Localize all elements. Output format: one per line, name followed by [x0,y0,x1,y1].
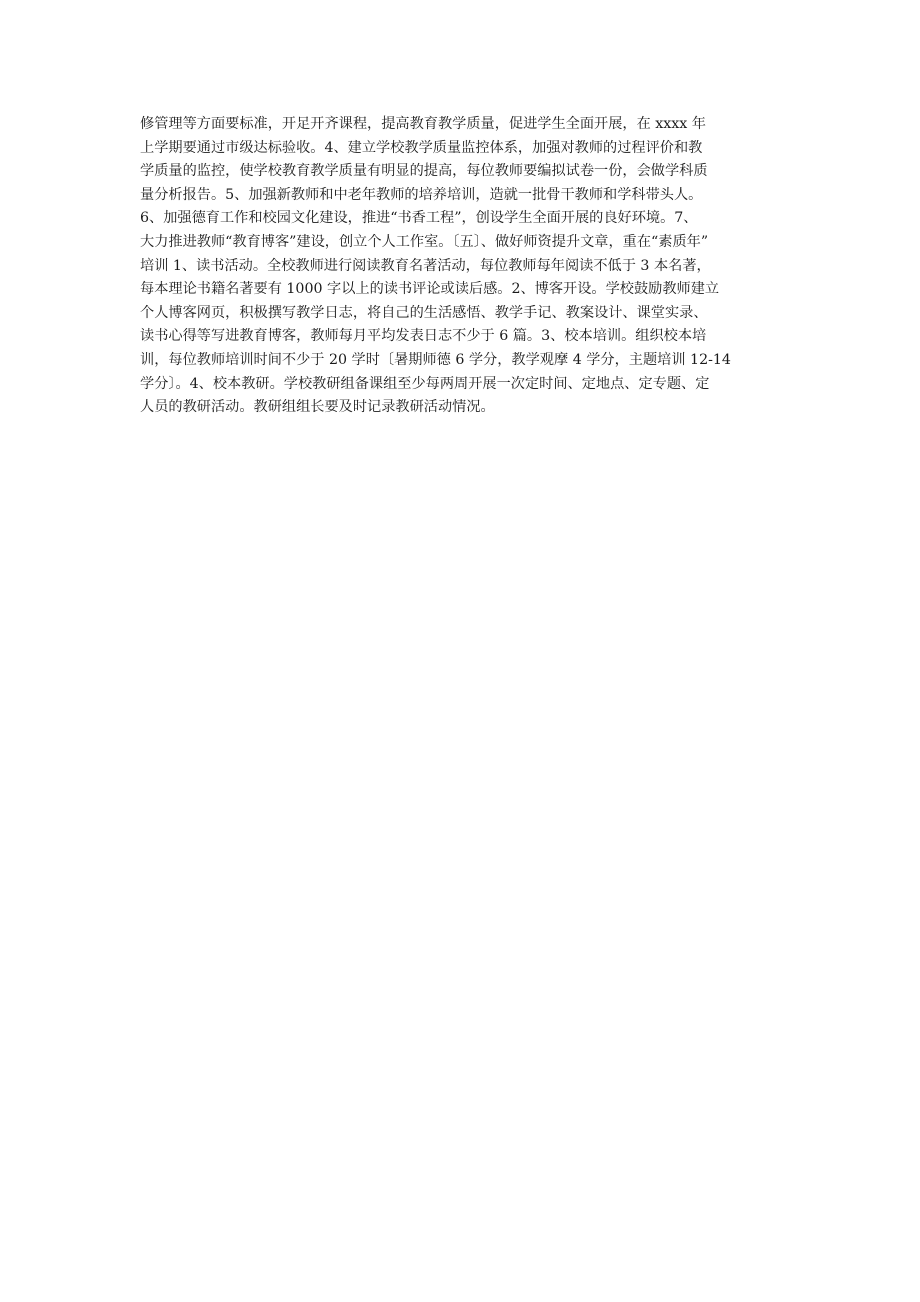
text-line: 量分析报告。5、加强新教师和中老年教师的培养培训，造就一批骨干教师和学科带头人。 [140,186,703,203]
text-line: 培训 1、读书活动。全校教师进行阅读教育名著活动，每位教师每年阅读不低于 3 本名著， [140,257,711,274]
text-line: 修管理等方面要标准，开足开齐课程，提高教育教学质量，促进学生全面开展，在 xxxx 年 [140,116,706,132]
text-line: 上学期要通过市级达标验收。4、建立学校教学质量监控体系，加强对教师的过程评价和教 [140,139,703,156]
body-paragraph [140,113,788,420]
text-line: 读书心得等写进教育博客，教师每月平均发表日志不少于 6 篇。3、校本培训。组织校本培 [140,328,707,345]
text-line: 大力推进教师“教育博客”建设，创立个人工作室。〔五〕、做好师资提升文章，重在“素质年” [140,233,709,250]
text-line: 训，每位教师培训时间不少于 20 学时〔暑期师德 6 学分，教学观摩 4 学分，主题培训 12-14 [140,351,731,368]
text-line: 6、加强德育工作和校园文化建设，推进“书香工程”，创设学生全面开展的良好环境。7、 [140,210,698,227]
text-line: 个人博客网页，积极撰写教学日志，将自己的生活感悟、教学手记、教案设计、课堂实录、 [140,304,708,321]
text-line: 每本理论书籍名著要有 1000 字以上的读书评论或读后感。2、博客开设。学校鼓励教师建立 [140,281,720,298]
text-line: 学质量的监控，使学校教育教学质量有明显的提高，每位教师要编拟试卷一份，会做学科质 [140,163,708,180]
text-line: 学分〕。4、校本教研。学校教研组备课组至少每两周开展一次定时间、定地点、定专题、定 [140,375,710,392]
text-line: 人员的教研活动。教研组组长要及时记录教研活动情况。 [140,399,495,416]
